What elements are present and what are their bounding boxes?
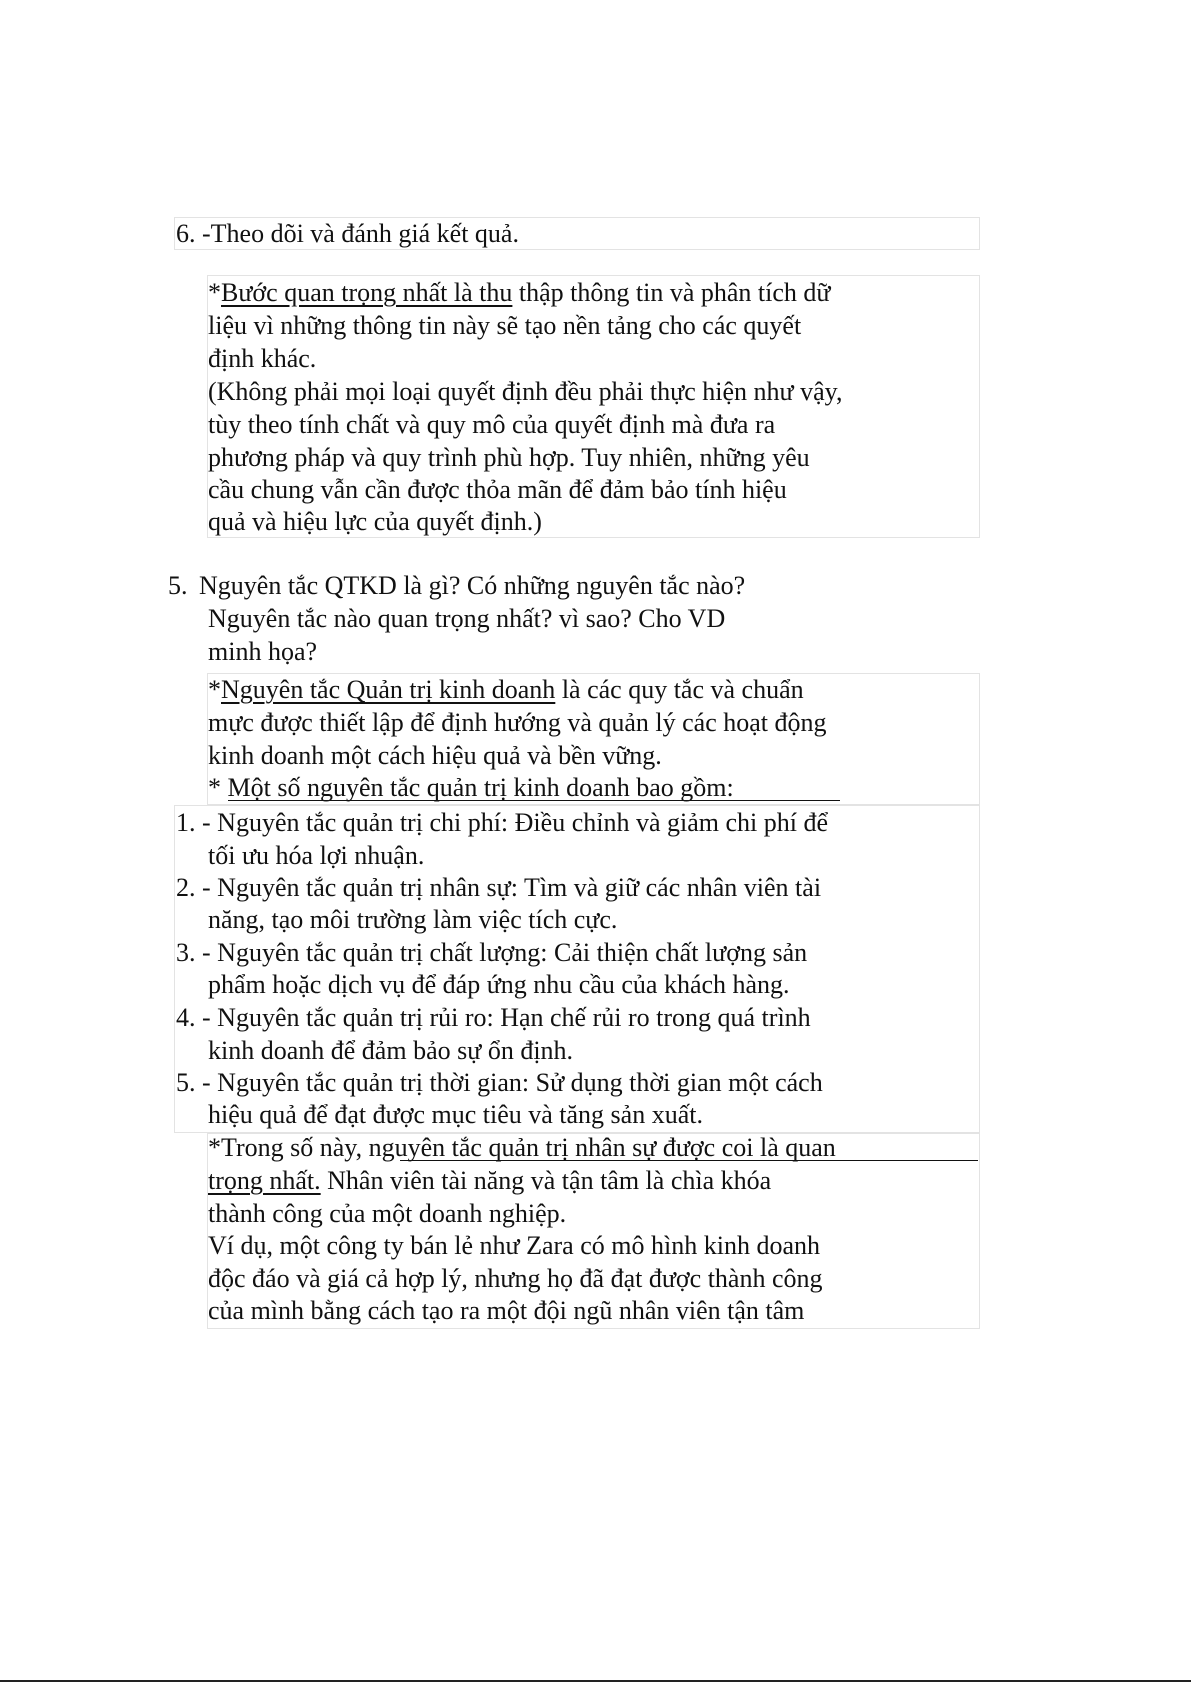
principle-text: Nguyên tắc quản trị rủi ro: Hạn chế rủi ro trong quá trình (217, 1003, 811, 1032)
principle-marker: 2. - (176, 873, 218, 902)
step-note-star: * (208, 278, 221, 307)
conclusion-line-1: *Trong số này, nguyên tắc quản trị nhân sự được coi là quan (208, 1133, 836, 1162)
principle-text: Nguyên tắc quản trị thời gian: Sử dụng thời gian một cách (217, 1068, 823, 1097)
question5-line: Nguyên tắc nào quan trọng nhất? vì sao? Cho VD (208, 604, 726, 633)
principle-marker: 5. - (176, 1068, 218, 1097)
page-bottom-rule (0, 1680, 1191, 1682)
conclusion-rest: Nhân viên tài năng và tận tâm là chìa khóa (320, 1166, 772, 1195)
conclusion-line: Ví dụ, một công ty bán lẻ như Zara có mô hình kinh doanh (208, 1231, 820, 1260)
conclusion-line: của mình bằng cách tạo ra một đội ngũ nhân viên tận tâm (208, 1296, 805, 1325)
principle-item-1 (176, 805, 828, 840)
principle-item-4-cont: kinh doanh để đảm bảo sự ổn định. (208, 1036, 574, 1065)
principle-marker: 1. - (176, 808, 218, 837)
list-intro-text: Một số nguyên tắc quản trị kinh doanh bao gồm: (227, 773, 734, 802)
step-note-line: (Không phải mọi loại quyết định đều phải thực hiện như vậy, (208, 377, 843, 406)
definition-line: kinh doanh một cách hiệu quả và bền vững. (208, 741, 662, 770)
step-note-line: cầu chung vẫn cần được thỏa mãn để đảm bảo tính hiệu (208, 475, 787, 504)
principle-item-5 (176, 1065, 823, 1100)
question5-line: Nguyên tắc QTKD là gì? Có những nguyên tắc nào? (199, 571, 746, 600)
principle-text: Nguyên tắc quản trị chất lượng: Cải thiện chất lượng sản (217, 938, 808, 967)
principle-item-3-cont: phẩm hoặc dịch vụ để đáp ứng nhu cầu của khách hàng. (208, 970, 790, 999)
question5-line: minh họa? (208, 637, 318, 666)
principle-marker: 4. - (176, 1003, 218, 1032)
principle-item-2 (176, 870, 821, 905)
principle-text: Nguyên tắc quản trị chi phí: Điều chỉnh và giảm chi phí để (217, 808, 829, 837)
conclusion-emphasis: trọng nhất. (208, 1166, 321, 1195)
definition-rest: là các quy tắc và chuẩn (555, 675, 804, 704)
step-note-rest: thập thông tin và phân tích dữ (512, 278, 831, 307)
principle-item-1-cont: tối ưu hóa lợi nhuận. (208, 841, 425, 870)
step-note-line: liệu vì những thông tin này sẽ tạo nền tảng cho các quyết (208, 311, 802, 340)
principle-item-2-cont: năng, tạo môi trường làm việc tích cực. (208, 905, 618, 934)
definition-star: * (208, 675, 221, 704)
question5-number: 5. (168, 571, 188, 600)
principle-item-5-cont: hiệu quả để đạt được mục tiêu và tăng sản xuất. (208, 1100, 703, 1129)
conclusion-underline (400, 1160, 978, 1161)
principle-text: Nguyên tắc quản trị nhân sự: Tìm và giữ các nhân viên tài (217, 873, 822, 902)
step-note-line: quả và hiệu lực của quyết định.) (208, 507, 542, 536)
definition-term: Nguyên tắc Quản trị kinh doanh (221, 675, 556, 704)
step-note-line: định khác. (208, 344, 317, 373)
list-intro-underline (228, 800, 840, 801)
list-intro-star: * (208, 773, 228, 802)
principle-marker: 3. - (176, 938, 218, 967)
step-note-line: phương pháp và quy trình phù hợp. Tuy nhiên, những yêu (208, 443, 810, 472)
conclusion-line-2 (208, 1163, 771, 1198)
step-note-line-1 (208, 275, 831, 310)
conclusion-line: thành công của một doanh nghiệp. (208, 1199, 567, 1228)
step6-text: 6. -Theo dõi và đánh giá kết quả. (176, 219, 519, 248)
principle-item-3 (176, 935, 807, 970)
step-note-emphasis: Bước quan trọng nhất là thu (221, 278, 513, 307)
conclusion-line: độc đáo và giá cả hợp lý, nhưng họ đã đạt được thành công (208, 1264, 823, 1293)
definition-line-1 (208, 672, 804, 707)
principle-item-4 (176, 1000, 811, 1035)
step-note-line: tùy theo tính chất và quy mô của quyết định mà đưa ra (208, 410, 776, 439)
definition-line: mực được thiết lập để định hướng và quản lý các hoạt động (208, 708, 827, 737)
